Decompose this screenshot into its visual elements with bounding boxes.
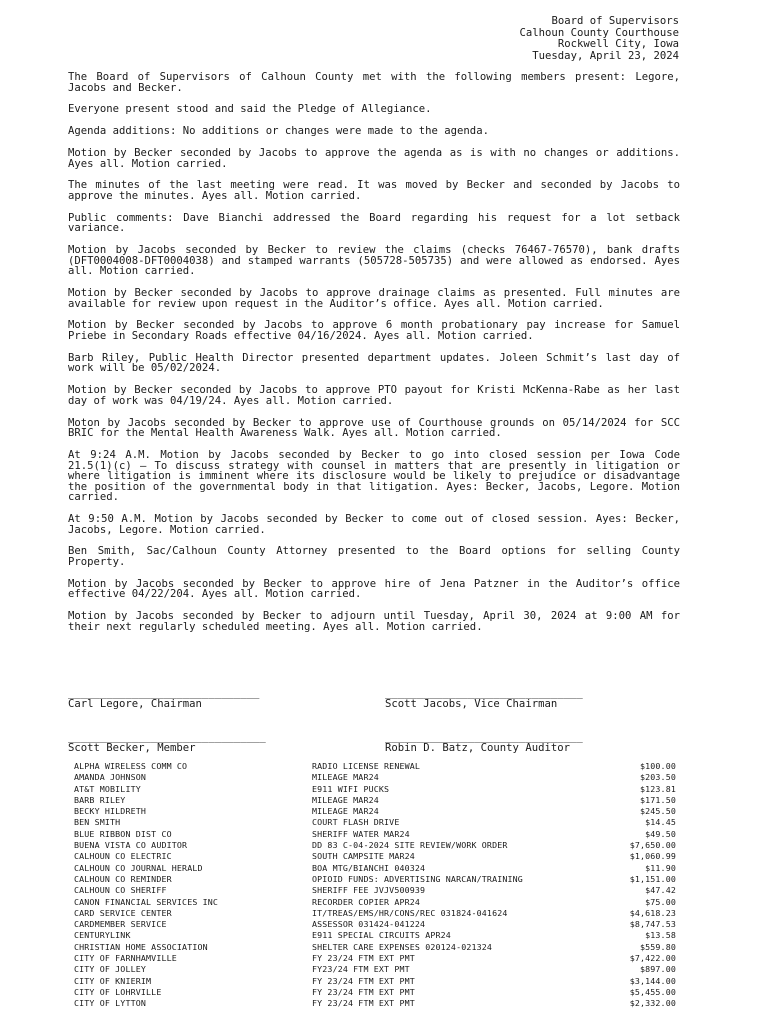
claim-description: RADIO LICENSE RENEWAL — [312, 761, 421, 771]
claim-description: MILEAGE MAR24 — [312, 794, 379, 805]
claim-description: FY 23/24 FTM EXT PMT — [312, 998, 415, 1009]
header-location: Calhoun County Courthouse — [519, 26, 679, 39]
claim-row — [74, 908, 676, 919]
claim-description: SHELTER CARE EXPENSES 020124-021324 — [312, 941, 493, 952]
meeting-header — [520, 16, 679, 62]
signer-name: Robin D. Batz, County Auditor — [385, 742, 570, 754]
claim-row — [74, 897, 676, 908]
claim-vendor: CALHOUN CO SHERIFF — [74, 885, 167, 896]
claim-description: COURT FLASH DRIVE — [312, 817, 400, 828]
claim-vendor: CHRISTIAN HOME ASSOCIATION — [74, 941, 208, 952]
claim-vendor: CARDMEMBER SERVICE — [74, 919, 167, 930]
claim-amount: $49.50 — [645, 828, 676, 839]
claim-vendor: CITY OF LYTTON — [74, 998, 147, 1009]
claim-row — [74, 851, 676, 862]
signature-row — [68, 688, 680, 710]
paragraph-agenda-additions: Agenda additions: No additions or changes were made to the agenda. — [68, 125, 489, 138]
claim-amount: $2,332.00 — [629, 998, 676, 1009]
claim-vendor: CENTURYLINK — [74, 930, 131, 941]
claim-amount: $5,455.00 — [629, 986, 676, 997]
claim-vendor: CALHOUN CO ELECTRIC — [74, 851, 172, 862]
claim-amount: $897.00 — [639, 964, 676, 975]
signature-line: _______________________________ — [68, 731, 266, 743]
claim-description: E911 WIFI PUCKS — [312, 783, 390, 794]
claim-row — [74, 784, 676, 795]
claim-description: FY 23/24 FTM EXT PMT — [312, 986, 415, 997]
claim-row — [74, 795, 676, 806]
claim-amount: $13.58 — [645, 930, 676, 941]
minutes-body — [68, 72, 680, 644]
claim-row — [74, 919, 676, 930]
claim-description: FY 23/24 FTM EXT PMT — [312, 975, 415, 986]
claim-amount: $7,422.00 — [629, 953, 676, 964]
claim-description: MILEAGE MAR24 — [312, 806, 379, 817]
claim-vendor: CANON FINANCIAL SERVICES INC — [74, 896, 219, 907]
paragraph-drainage-claims: Motion by Becker seconded by Jacobs to approve drainage claims as presented. Full minutes are available for review upon request in the Auditor’s office. Ayes all. Motion carried. — [68, 287, 680, 310]
claim-row — [74, 976, 676, 987]
claim-row — [74, 761, 676, 772]
claim-amount: $123.81 — [639, 783, 676, 794]
claim-vendor: CITY OF FARNHAMVILLE — [74, 953, 177, 964]
signer-name: Carl Legore, Chairman — [68, 698, 202, 710]
claim-vendor: AMANDA JOHNSON — [74, 772, 147, 783]
claim-amount: $203.50 — [639, 772, 676, 783]
signer-name: Scott Jacobs, Vice Chairman — [385, 698, 558, 710]
claim-amount: $1,151.00 — [629, 873, 676, 884]
claim-description: BOA MTG/BIANCHI 040324 — [312, 862, 426, 873]
claim-row — [74, 998, 676, 1009]
claim-vendor: BEN SMITH — [74, 817, 121, 828]
signature-row — [68, 732, 680, 754]
claim-row — [74, 863, 676, 874]
claim-vendor: BARB RILEY — [74, 794, 126, 805]
claim-description: ASSESSOR 031424-041224 — [312, 919, 426, 930]
claim-vendor: BECKY HILDRETH — [74, 806, 147, 817]
claim-amount: $75.00 — [645, 896, 676, 907]
claim-amount: $14.45 — [645, 817, 676, 828]
paragraph-adjourn: Motion by Jacobs seconded by Becker to adjourn until Tuesday, April 30, 2024 at 9:00 AM for their next regularly scheduled meeting. Ayes all. Motion carried. — [68, 610, 680, 633]
claim-amount: $4,618.23 — [629, 907, 676, 918]
claims-list — [74, 761, 676, 1010]
claim-amount: $559.80 — [639, 941, 676, 952]
claim-row — [74, 874, 676, 885]
claim-amount: $100.00 — [639, 761, 676, 771]
claim-amount: $171.50 — [639, 794, 676, 805]
paragraph-pledge: Everyone present stood and said the Pledge of Allegiance. — [68, 103, 432, 116]
claim-vendor: AT&T MOBILITY — [74, 783, 141, 794]
claim-amount: $3,144.00 — [629, 975, 676, 986]
claim-amount: $47.42 — [645, 885, 676, 896]
signature-vice-chairman — [385, 688, 583, 710]
claim-vendor: CALHOUN CO REMINDER — [74, 873, 172, 884]
claim-amount: $8,747.53 — [629, 919, 676, 930]
claim-vendor: CITY OF KNIERIM — [74, 975, 152, 986]
claim-description: E911 SPECIAL CIRCUITS APR24 — [312, 930, 451, 941]
header-body: Board of Supervisors — [551, 15, 679, 27]
header-date: Tuesday, April 23, 2024 — [532, 49, 679, 62]
claim-description: OPIOID FUNDS: ADVERTISING NARCAN/TRAINING — [312, 873, 523, 884]
header-city: Rockwell City, Iowa — [557, 38, 679, 50]
claim-description: FY 23/24 FTM EXT PMT — [312, 953, 415, 964]
signature-line: ______________________________ — [68, 687, 260, 699]
claim-description: MILEAGE MAR24 — [312, 772, 379, 783]
claim-vendor: CITY OF JOLLEY — [74, 964, 147, 975]
signature-auditor — [385, 732, 583, 754]
claim-row — [74, 953, 676, 964]
claim-description: DD 83 C-04-2024 SITE REVIEW/WORK ORDER — [312, 840, 508, 851]
claim-row — [74, 829, 676, 840]
claim-row — [74, 942, 676, 953]
claim-row — [74, 885, 676, 896]
paragraph-minutes-approval: The minutes of the last meeting were read. It was moved by Becker and seconded by Jacobs to approve the minutes. Ayes all. Motion carried. — [68, 179, 680, 202]
claim-row — [74, 772, 676, 783]
claim-amount: $7,650.00 — [629, 840, 676, 851]
paragraph-courthouse-grounds: Moton by Jacobs seconded by Becker to approve use of Courthouse grounds on 05/14/2024 for SCC BRIC for the Mental Health Awareness Walk. Ayes all. Motion carried. — [68, 416, 680, 440]
claim-row — [74, 817, 676, 828]
paragraph-hire: Motion by Jacobs seconded by Becker to approve hire of Jena Patzner in the Auditor’s office effective 04/22/204. Ayes all. Motion carried. — [68, 577, 680, 601]
claim-vendor: CARD SERVICE CENTER — [74, 907, 172, 918]
paragraph-claims-motion: Motion by Jacobs seconded by Becker to review the claims (checks 76467-76570), bank drafts (DFT0004008-DFT0004038) and stamped warrants (505728-505735) and were allowed as endorsed. Ayes all. Motion carried. — [68, 244, 680, 278]
claim-description: SHERIFF FEE JVJV500939 — [312, 885, 426, 896]
paragraph-pto-payout: Motion by Becker seconded by Jacobs to approve PTO payout for Kristi McKenna-Rabe as her last day of work was 04/19/24. Ayes all. Motion carried. — [68, 384, 680, 407]
claim-row — [74, 806, 676, 817]
paragraph-closed-session: At 9:24 A.M. Motion by Jacobs seconded by Becker to go into closed session per Iowa Code 21.5(1)(c) – To discuss strategy with counsel in matters that are presently in litigation or where litigation is imminent where its disclosure would be likely to prejudice or disadvantage the position of the governmental body in that litigation. Ayes: Becker, Jacobs, Legore. Motion carried. — [68, 448, 680, 504]
paragraph-public-health: Barb Riley, Public Health Director presented department updates. Joleen Schmit’s last day of work will be 05/02/2024. — [68, 351, 680, 375]
paragraph-county-attorney: Ben Smith, Sac/Calhoun County Attorney presented to the Board options for selling County Property. — [68, 545, 680, 569]
claim-amount: $245.50 — [639, 806, 676, 817]
paragraph-public-comments: Public comments: Dave Bianchi addressed the Board regarding his request for a lot setback variance. — [68, 211, 680, 235]
claim-amount: $1,060.99 — [629, 851, 676, 862]
claim-description: FY23/24 FTM EXT PMT — [312, 964, 410, 975]
claim-vendor: ALPHA WIRELESS COMM CO — [74, 761, 188, 771]
signature-line: _______________________________ — [385, 687, 583, 699]
signer-name: Scott Becker, Member — [68, 742, 196, 754]
claim-row — [74, 964, 676, 975]
claim-vendor: BLUE RIBBON DIST CO — [74, 828, 172, 839]
paragraph-open-session: At 9:50 A.M. Motion by Jacobs seconded by Becker to come out of closed session. Ayes: Becker, Jacobs, Legore. Motion carried. — [68, 513, 680, 536]
claim-description: SHERIFF WATER MAR24 — [312, 828, 410, 839]
claim-amount: $11.90 — [645, 862, 676, 873]
claim-vendor: CALHOUN CO JOURNAL HERALD — [74, 862, 203, 873]
paragraph-pay-increase: Motion by Becker seconded by Jacobs to approve 6 month probationary pay increase for Samuel Priebe in Secondary Roads effective 04/16/2024. Ayes all. Motion carried. — [68, 319, 680, 342]
claim-row — [74, 930, 676, 941]
claim-description: RECORDER COPIER APR24 — [312, 896, 421, 907]
paragraph-members-present: The Board of Supervisors of Calhoun County met with the following members present: Legore, Jacobs and Becker. — [68, 71, 680, 94]
claim-row — [74, 987, 676, 998]
signature-chairman — [68, 688, 259, 710]
claim-row — [74, 840, 676, 851]
signature-line: _______________________________ — [385, 731, 583, 743]
claim-description: IT/TREAS/EMS/HR/CONS/REC 031824-041624 — [312, 907, 508, 918]
signature-member — [68, 732, 266, 754]
claim-vendor: CITY OF LOHRVILLE — [74, 986, 162, 997]
paragraph-agenda-motion: Motion by Becker seconded by Jacobs to approve the agenda as is with no changes or additions. Ayes all. Motion carried. — [68, 146, 680, 170]
claim-description: SOUTH CAMPSITE MAR24 — [312, 851, 415, 862]
claim-vendor: BUENA VISTA CO AUDITOR — [74, 840, 188, 851]
